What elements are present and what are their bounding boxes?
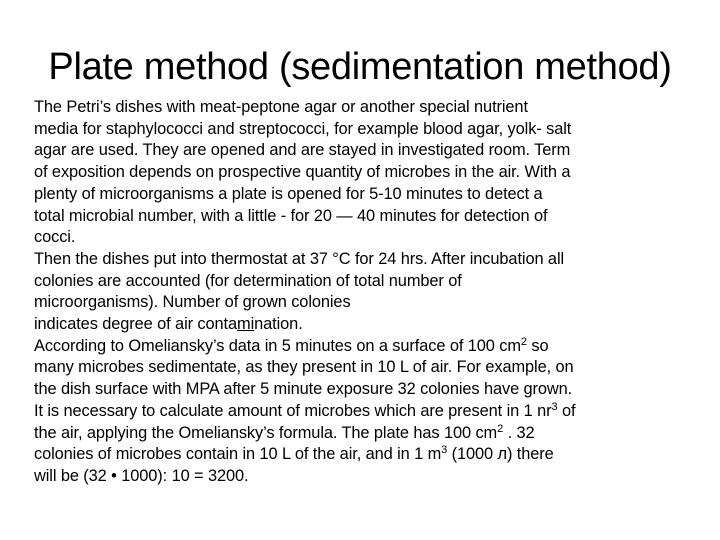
superscript: 2 xyxy=(497,422,504,435)
text-segment: colonies of microbes contain in 10 L of the air, and in 1 m xyxy=(34,445,442,464)
superscript: 3 xyxy=(551,400,558,413)
text-line: colonies are accounted (for determination of total number of xyxy=(34,271,462,290)
text-line: will be (32 • 1000): 10 = 3200. xyxy=(34,466,249,485)
text-segment: According to Omeliansky’s data in 5 minutes on a surface of 100 cm xyxy=(34,336,521,355)
text-line: the dish surface with MPA after 5 minute exposure 32 colonies have grown. xyxy=(34,380,573,399)
text-segment: It is necessary to calculate amount of microbes which are present in 1 nr xyxy=(34,401,552,420)
superscript: 3 xyxy=(441,444,448,457)
text-line xyxy=(34,444,716,466)
text-line xyxy=(34,314,716,336)
text-line xyxy=(34,423,716,445)
text-segment: so xyxy=(526,336,549,355)
text-line: many microbes sedimentate, as they present in 10 L of air. For example, on xyxy=(34,358,574,377)
slide-body xyxy=(34,97,716,488)
text-segment: of xyxy=(557,401,576,420)
text-line: agar are used. They are opened and are stayed in investigated room. Term xyxy=(34,141,571,160)
text-segment: the air, applying the Omeliansky’s formula. The plate has 100 cm xyxy=(34,423,498,442)
text-line: plenty of microorganisms a plate is opened for 5-10 minutes to detect a xyxy=(34,184,543,203)
text-line: microorganisms). Number of grown colonies xyxy=(34,293,351,312)
paragraph-1 xyxy=(34,97,716,249)
text-line xyxy=(34,336,716,358)
underlined-text: mi xyxy=(237,315,255,334)
slide-title: Plate method (sedimentation method) xyxy=(48,46,672,88)
text-line: of exposition depends on prospective quantity of microbes in the air. With a xyxy=(34,163,571,182)
paragraph-3 xyxy=(34,336,716,488)
text-line: cocci. xyxy=(34,228,76,247)
text-segment: . 32 xyxy=(503,423,535,442)
text-line: media for staphylococci and streptococci, for example blood agar, yolk- salt xyxy=(34,119,572,138)
text-line: total microbial number, with a little - for 20 — 40 minutes for detection of xyxy=(34,206,548,225)
text-segment: indicates degree of air conta xyxy=(34,315,238,334)
superscript: 2 xyxy=(520,335,527,348)
text-line xyxy=(34,401,716,423)
paragraph-2 xyxy=(34,249,716,336)
text-segment: (1000 л) there xyxy=(447,445,554,464)
text-line: Then the dishes put into thermostat at 37 °C for 24 hrs. After incubation all xyxy=(34,249,565,268)
text-line: The Petri’s dishes with meat-peptone agar or another special nutrient xyxy=(34,98,528,116)
text-segment: nation. xyxy=(254,315,303,334)
